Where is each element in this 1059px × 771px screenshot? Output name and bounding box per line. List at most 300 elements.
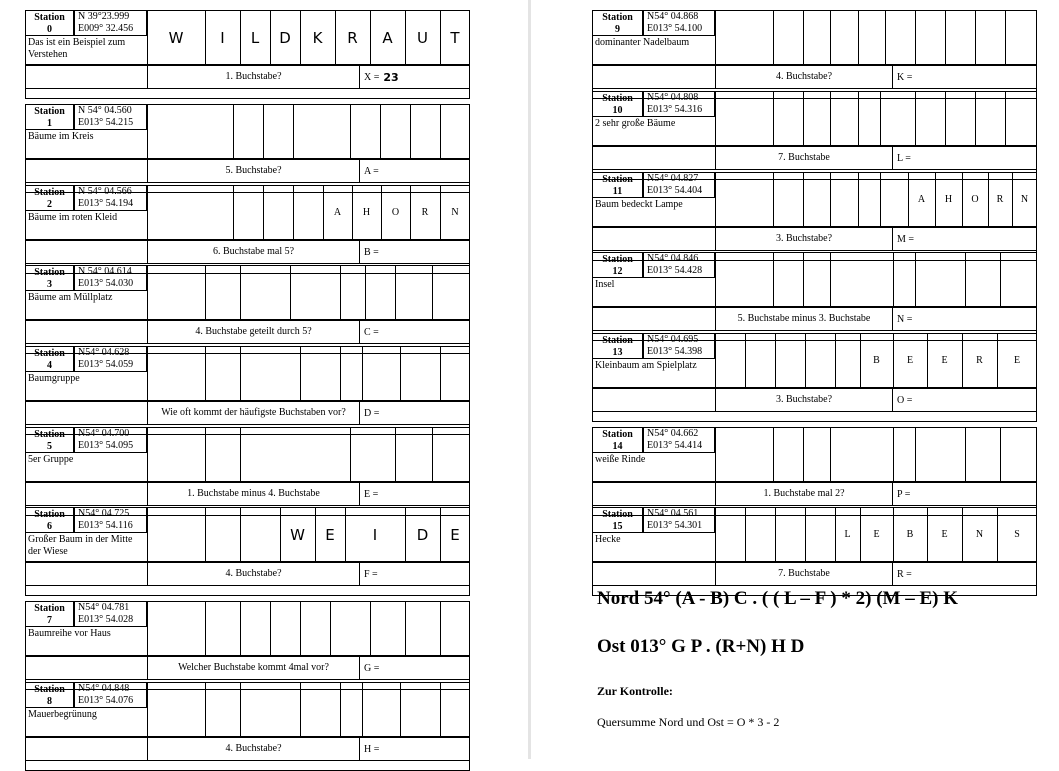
- answer-label: R =: [897, 568, 912, 580]
- letter-cell[interactable]: [147, 104, 233, 159]
- spacer-strip: [25, 89, 470, 99]
- longitude: E013° 54.100: [647, 23, 703, 34]
- station-label: [27, 603, 72, 627]
- station-word: Station: [34, 603, 65, 614]
- letter-cell[interactable]: [775, 333, 805, 388]
- letter-cell[interactable]: [830, 252, 893, 307]
- answer-field[interactable]: [893, 562, 912, 586]
- letter-text: E: [325, 525, 335, 544]
- longitude: E013° 54.076: [78, 695, 134, 706]
- letter-cell[interactable]: [270, 601, 300, 656]
- letter-text: D: [416, 525, 429, 544]
- letter-cell[interactable]: [858, 10, 885, 65]
- letter-cell[interactable]: [330, 601, 370, 656]
- letter-cell[interactable]: [715, 10, 773, 65]
- spacer-strip: [592, 412, 1037, 422]
- letter: [997, 507, 1037, 562]
- letter-text: O: [971, 194, 979, 205]
- longitude: E013° 54.059: [78, 359, 134, 370]
- letter-cell[interactable]: [240, 601, 270, 656]
- letter-cell[interactable]: [432, 265, 470, 320]
- letter-cell[interactable]: [380, 104, 410, 159]
- latitude: N54° 04.628: [78, 347, 130, 358]
- question-text: 5. Buchstabe?: [225, 165, 282, 176]
- latitude: N 39°23.999: [78, 11, 130, 22]
- longitude: E013° 54.316: [647, 104, 703, 115]
- answer-field[interactable]: [360, 65, 399, 89]
- question-text: 1. Buchstabe minus 4. Buchstabe: [187, 488, 320, 499]
- letter-cell[interactable]: [715, 427, 773, 482]
- answer-field[interactable]: [893, 227, 914, 251]
- letter-cell[interactable]: [395, 427, 432, 482]
- letter-cell[interactable]: [290, 265, 340, 320]
- station-label: [594, 509, 641, 533]
- letter-cell[interactable]: [293, 104, 350, 159]
- letter-cell[interactable]: [945, 10, 975, 65]
- latitude: N54° 04.695: [647, 334, 699, 345]
- station-label: [594, 254, 641, 278]
- letter-text: L: [844, 529, 851, 540]
- answer-label: P =: [897, 488, 911, 500]
- answer-label: N =: [897, 313, 913, 325]
- control-text: Quersumme Nord und Ost = O * 3 - 2: [597, 715, 780, 729]
- letter-text: I: [372, 525, 378, 544]
- letter-text: B: [906, 529, 914, 540]
- letter-cell[interactable]: [147, 265, 205, 320]
- letter-cell[interactable]: [773, 10, 803, 65]
- letter: [962, 507, 997, 562]
- latitude: N54° 04.868: [647, 11, 699, 22]
- station-label: [594, 429, 641, 453]
- letter-cell[interactable]: [915, 427, 965, 482]
- question-text: 4. Buchstabe?: [225, 743, 282, 754]
- answer-field[interactable]: [893, 65, 912, 89]
- letter-cell[interactable]: [745, 507, 775, 562]
- letter-cell[interactable]: [715, 172, 773, 227]
- letter-cell[interactable]: [1005, 10, 1037, 65]
- station-number: 0: [47, 24, 52, 35]
- letter-cell[interactable]: [350, 427, 395, 482]
- station-label: [27, 684, 72, 708]
- station-number: 11: [612, 186, 623, 197]
- letter-cell[interactable]: [915, 91, 945, 146]
- latitude: N54° 04.848: [78, 683, 130, 694]
- letter-cell[interactable]: [830, 427, 893, 482]
- letter-cell[interactable]: [773, 172, 803, 227]
- station-description: Bäume im roten Kleid: [28, 212, 118, 223]
- control-heading: Zur Kontrolle:: [597, 684, 673, 698]
- answer-label: L =: [897, 152, 911, 164]
- letter-cell[interactable]: [915, 10, 945, 65]
- station-word: Station: [602, 93, 633, 104]
- station-number: 13: [612, 347, 623, 358]
- letter-cell[interactable]: [293, 185, 323, 240]
- letter-cell[interactable]: [300, 601, 330, 656]
- station-description: 5er Gruppe: [28, 454, 74, 465]
- answer-label: D =: [364, 407, 380, 419]
- letter: [381, 185, 410, 240]
- latitude: N54° 04.827: [647, 173, 699, 184]
- letter-text: E: [906, 355, 914, 366]
- letter-text: R: [347, 28, 358, 47]
- letter: [440, 10, 470, 65]
- spacer-strip: [25, 586, 470, 596]
- letter-cell[interactable]: [240, 427, 350, 482]
- letter-cell[interactable]: [440, 601, 470, 656]
- answer-label: X =: [364, 71, 380, 83]
- letter: [908, 172, 935, 227]
- letter-text: H: [944, 194, 953, 205]
- letter-cell[interactable]: [880, 91, 915, 146]
- letter-text: E: [941, 355, 948, 366]
- letter-cell[interactable]: [340, 682, 362, 737]
- station-word: Station: [602, 509, 633, 520]
- station-label: [594, 12, 641, 36]
- letter: [335, 10, 370, 65]
- letter: [988, 172, 1012, 227]
- longitude: E013° 54.028: [78, 614, 134, 625]
- formula-east: Ost 013° G P . (R+N) H D: [597, 636, 805, 657]
- latitude: N 54° 04.566: [78, 186, 132, 197]
- letter-cell[interactable]: [365, 265, 395, 320]
- letter: [405, 507, 440, 562]
- letter-text: A: [917, 194, 926, 205]
- letter-cell[interactable]: [945, 91, 975, 146]
- letter-text: E: [941, 529, 948, 540]
- letter-text: O: [391, 207, 400, 218]
- question-text: 4. Buchstabe geteilt durch 5?: [195, 326, 312, 337]
- letter-cell[interactable]: [803, 172, 830, 227]
- letter-cell[interactable]: [975, 91, 1005, 146]
- station-label: [27, 187, 72, 211]
- latitude: N54° 04.725: [78, 508, 130, 519]
- letter-cell[interactable]: [240, 682, 300, 737]
- letter: [440, 185, 470, 240]
- letter-text: N: [975, 529, 984, 540]
- letter-cell[interactable]: [965, 427, 1000, 482]
- letter-cell[interactable]: [858, 172, 880, 227]
- letter-cell[interactable]: [773, 252, 803, 307]
- letter-cell[interactable]: [147, 346, 205, 401]
- letter-cell[interactable]: [340, 265, 365, 320]
- longitude: E013° 54.301: [647, 520, 703, 531]
- answer-field[interactable]: [360, 737, 379, 761]
- question-text: Welcher Buchstabe kommt 4mal vor?: [178, 662, 329, 673]
- station-label: [27, 267, 72, 291]
- letter-cell[interactable]: [715, 507, 745, 562]
- station-label: [27, 12, 72, 36]
- letter-cell[interactable]: [405, 601, 440, 656]
- question-text: 3. Buchstabe?: [775, 233, 833, 244]
- answer-field[interactable]: [893, 482, 910, 506]
- question-text: 4. Buchstabe?: [225, 568, 282, 579]
- letter-cell[interactable]: [400, 682, 440, 737]
- letter-text: R: [996, 194, 1004, 205]
- longitude: E013° 54.116: [78, 520, 133, 531]
- station-description: dominanter Nadelbaum: [595, 37, 690, 48]
- letter-text: D: [279, 28, 291, 47]
- letter-cell[interactable]: [805, 507, 835, 562]
- letter-cell[interactable]: [975, 10, 1005, 65]
- answer-label: E =: [364, 488, 379, 500]
- letter-cell[interactable]: [893, 252, 915, 307]
- letter-cell[interactable]: [263, 104, 293, 159]
- station-number: 4: [47, 360, 52, 371]
- answer-field[interactable]: [360, 562, 378, 586]
- station-description: Großer Baum in der Mitte der Wiese: [28, 534, 133, 557]
- letter-cell[interactable]: [803, 91, 830, 146]
- station-number: 8: [47, 696, 52, 707]
- letter-text: T: [450, 28, 460, 47]
- spacer-strip: [25, 761, 470, 771]
- letter-cell[interactable]: [715, 252, 773, 307]
- letter: [370, 10, 405, 65]
- station-word: Station: [34, 684, 65, 695]
- letter-text: R: [421, 207, 429, 218]
- letter: [860, 333, 893, 388]
- letter-cell[interactable]: [803, 427, 830, 482]
- station-label: [27, 509, 72, 533]
- answer-field[interactable]: [893, 388, 912, 412]
- letter-cell[interactable]: [400, 346, 440, 401]
- letter: [240, 10, 270, 65]
- letter-cell[interactable]: [147, 601, 205, 656]
- letter-text: L: [250, 28, 260, 47]
- longitude: E013° 54.398: [647, 346, 703, 357]
- letter-cell[interactable]: [147, 682, 205, 737]
- answer-label: F =: [364, 568, 378, 580]
- station-label: [594, 174, 641, 198]
- longitude: E013° 54.428: [647, 265, 703, 276]
- letter-cell[interactable]: [893, 427, 915, 482]
- longitude: E013° 54.414: [647, 440, 703, 451]
- answer-label: G =: [364, 662, 380, 674]
- letter: [927, 333, 962, 388]
- letter-cell[interactable]: [240, 265, 290, 320]
- letter-text: R: [976, 355, 983, 366]
- longitude: E013° 54.404: [647, 185, 703, 196]
- letter: [962, 172, 988, 227]
- letter-cell[interactable]: [440, 682, 470, 737]
- answer-label: O =: [897, 394, 913, 406]
- letter-cell[interactable]: [350, 104, 380, 159]
- station-word: Station: [602, 254, 633, 265]
- letter-cell[interactable]: [240, 507, 280, 562]
- latitude: N54° 04.662: [647, 428, 699, 439]
- letter-cell[interactable]: [147, 507, 205, 562]
- station-word: Station: [34, 348, 65, 359]
- letter-cell[interactable]: [880, 172, 908, 227]
- letter-cell[interactable]: [830, 10, 858, 65]
- letter-text: W: [290, 525, 305, 544]
- answer-field[interactable]: [360, 320, 379, 344]
- latitude: N54° 04.846: [647, 253, 699, 264]
- letter-text: E: [873, 529, 880, 540]
- letter-cell[interactable]: [395, 265, 432, 320]
- question-text: 4. Buchstabe?: [775, 71, 833, 82]
- letter-cell[interactable]: [300, 682, 340, 737]
- letter-cell[interactable]: [1000, 252, 1037, 307]
- answer-field[interactable]: [360, 656, 379, 680]
- station-number: 5: [47, 441, 52, 452]
- letter-cell[interactable]: [1005, 91, 1037, 146]
- letter-cell[interactable]: [362, 346, 400, 401]
- letter-cell[interactable]: [745, 333, 775, 388]
- letter-cell[interactable]: [340, 346, 362, 401]
- letter-text: W: [168, 28, 184, 47]
- letter-cell[interactable]: [147, 185, 233, 240]
- station-number: 12: [612, 266, 623, 277]
- answer-label: H =: [364, 743, 380, 755]
- answer-label: A =: [364, 165, 379, 177]
- answer-label: M =: [897, 233, 915, 245]
- letter-cell[interactable]: [205, 346, 240, 401]
- letter-cell[interactable]: [773, 91, 803, 146]
- station-number: 15: [612, 521, 623, 532]
- letter-text: E: [1013, 355, 1021, 366]
- question-text: 3. Buchstabe?: [775, 394, 833, 405]
- letter-cell[interactable]: [362, 682, 400, 737]
- letter-cell[interactable]: [715, 91, 773, 146]
- letter: [315, 507, 345, 562]
- station-word: Station: [602, 12, 633, 23]
- letter: [962, 333, 997, 388]
- letter-cell[interactable]: [370, 601, 405, 656]
- letter-cell[interactable]: [205, 601, 240, 656]
- letter-cell[interactable]: [803, 10, 830, 65]
- letter-cell[interactable]: [715, 333, 745, 388]
- letter-text: B: [873, 355, 880, 366]
- station-label: [27, 348, 72, 372]
- letter-text: H: [362, 207, 371, 218]
- longitude: E013° 54.030: [78, 278, 134, 289]
- station-word: Station: [34, 267, 65, 278]
- answer-label: B =: [364, 246, 379, 258]
- letter-cell[interactable]: [830, 91, 858, 146]
- question-text: 1. Buchstabe?: [225, 71, 282, 82]
- letter-text: K: [312, 28, 323, 47]
- station-description: Das ist ein Beispiel zum Verstehen: [28, 37, 126, 60]
- station-number: 10: [612, 105, 623, 116]
- station-number: 7: [47, 615, 52, 626]
- letter: [997, 333, 1037, 388]
- latitude: N54° 04.700: [78, 428, 130, 439]
- letter: [835, 507, 860, 562]
- answer-field[interactable]: [360, 482, 378, 506]
- letter-cell[interactable]: [147, 427, 205, 482]
- station-word: Station: [34, 12, 65, 23]
- station-label: [27, 106, 72, 130]
- letter: [270, 10, 300, 65]
- letter-cell[interactable]: [440, 104, 470, 159]
- letter-cell[interactable]: [432, 427, 470, 482]
- question-text: 5. Buchstabe minus 3. Buchstabe: [737, 313, 871, 324]
- question-text: 1. Buchstabe mal 2?: [763, 488, 845, 499]
- station-word: Station: [34, 187, 65, 198]
- question-text: 7. Buchstabe: [778, 568, 830, 579]
- station-label: [27, 429, 72, 453]
- letter-cell[interactable]: [205, 682, 240, 737]
- station-word: Station: [34, 106, 65, 117]
- answer-field[interactable]: [360, 240, 379, 264]
- letter: [893, 507, 927, 562]
- station-description: Kleinbaum am Spielplatz: [595, 360, 697, 371]
- station-number: 3: [47, 279, 52, 290]
- letter: [405, 10, 440, 65]
- letter-cell[interactable]: [1000, 427, 1037, 482]
- answer-value: 23: [383, 70, 399, 84]
- station-number: 9: [615, 24, 620, 35]
- letter-cell[interactable]: [775, 507, 805, 562]
- letter: [147, 10, 205, 65]
- letter-cell[interactable]: [805, 333, 835, 388]
- station-number: 2: [47, 199, 52, 210]
- latitude: N54° 04.781: [78, 602, 130, 613]
- longitude: E013° 54.194: [78, 198, 134, 209]
- letter-cell[interactable]: [300, 346, 340, 401]
- station-number: 6: [47, 521, 52, 532]
- letter-text: U: [417, 28, 428, 47]
- station-label: [594, 335, 641, 359]
- letter-cell[interactable]: [263, 185, 293, 240]
- letter-cell[interactable]: [205, 507, 240, 562]
- letter-cell[interactable]: [803, 252, 830, 307]
- letter-cell[interactable]: [835, 333, 860, 388]
- station-word: Station: [602, 429, 633, 440]
- letter-text: A: [382, 28, 393, 47]
- answer-field[interactable]: [360, 401, 379, 425]
- station-number: 14: [612, 441, 623, 452]
- letter-cell[interactable]: [915, 252, 965, 307]
- station-description: Insel: [595, 279, 615, 290]
- letter-cell[interactable]: [965, 252, 1000, 307]
- letter: [935, 172, 962, 227]
- letter-cell[interactable]: [440, 346, 470, 401]
- letter-cell[interactable]: [830, 172, 858, 227]
- station-description: Baumreihe vor Haus: [28, 628, 111, 639]
- letter-cell[interactable]: [205, 427, 240, 482]
- letter-cell[interactable]: [410, 104, 440, 159]
- station-word: Station: [34, 509, 65, 520]
- station-word: Station: [602, 335, 633, 346]
- letter-cell[interactable]: [240, 346, 300, 401]
- latitude: N 54° 04.614: [78, 266, 132, 277]
- answer-field[interactable]: [893, 146, 911, 170]
- letter-cell[interactable]: [858, 91, 880, 146]
- letter-cell[interactable]: [885, 10, 915, 65]
- answer-label: C =: [364, 326, 379, 338]
- station-description: weiße Rinde: [595, 454, 646, 465]
- latitude: N54° 04.808: [647, 92, 699, 103]
- letter: [927, 507, 962, 562]
- answer-field[interactable]: [360, 159, 379, 183]
- latitude: N 54° 04.560: [78, 105, 132, 116]
- station-word: Station: [34, 429, 65, 440]
- letter: [893, 333, 927, 388]
- letter-cell[interactable]: [233, 185, 263, 240]
- letter-cell[interactable]: [773, 427, 803, 482]
- station-description: 2 sehr große Bäume: [595, 118, 676, 129]
- letter-cell[interactable]: [205, 265, 240, 320]
- question-text: Wie oft kommt der häufigste Buchstaben vor?: [161, 407, 346, 418]
- answer-field[interactable]: [893, 307, 912, 331]
- question-text: 7. Buchstabe: [778, 152, 830, 163]
- letter: [1012, 172, 1037, 227]
- letter: [323, 185, 352, 240]
- latitude: N54° 04.561: [647, 508, 699, 519]
- letter-cell[interactable]: [233, 104, 263, 159]
- letter: [345, 507, 405, 562]
